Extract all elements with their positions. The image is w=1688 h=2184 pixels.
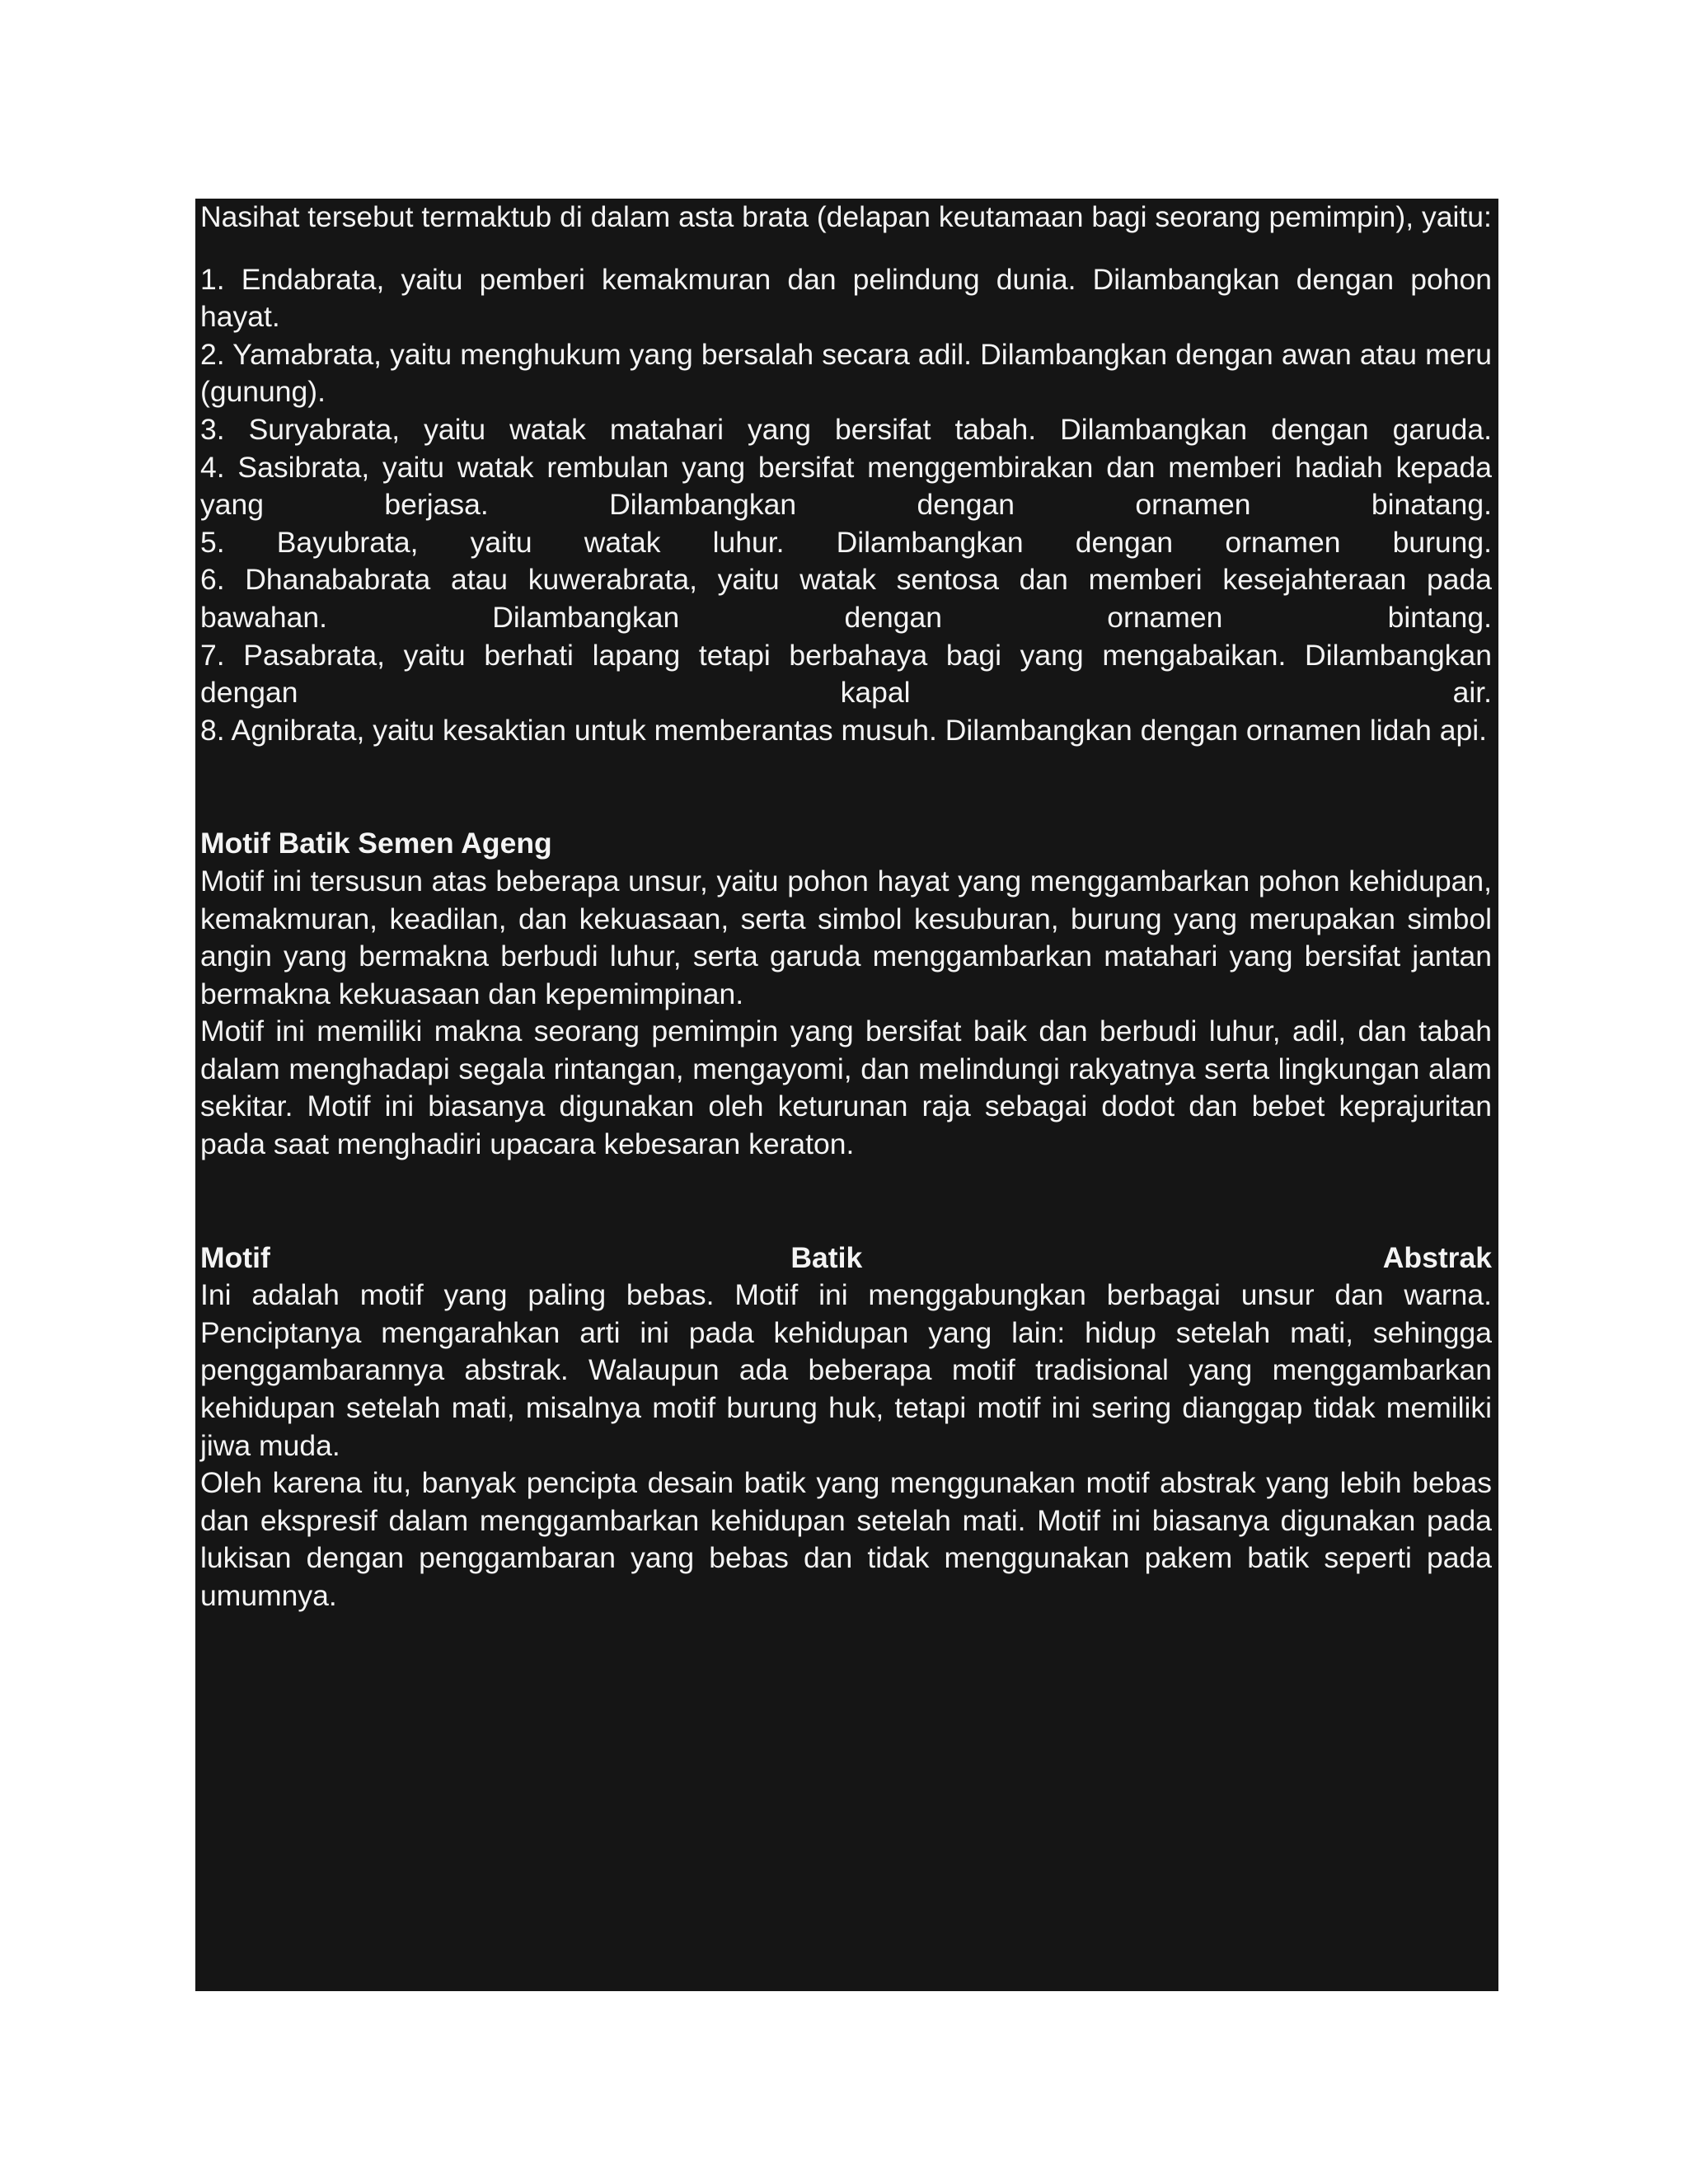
list-item: 3. Suryabrata, yaitu watak matahari yang bersifat tabah. Dilambangkan dengan garuda. (200, 412, 1492, 446)
list-item: 8. Agnibrata, yaitu kesaktian untuk memberantas musuh. Dilambangkan dengan ornamen lidah api. (200, 713, 1487, 747)
list-item: 4. Sasibrata, yaitu watak rembulan yang bersifat menggembirakan dan memberi hadiah kepada yang berjasa. Dilambangkan dengan ornamen binatang. (200, 450, 1492, 522)
semen-ageng-paragraph-2: Motif ini memiliki makna seorang pemimpin yang bersifat baik dan berbudi luhur, adil, dan tabah dalam menghadapi segala rintangan, mengayomi, dan melindungi rakyatnya serta lingkungan alam sekitar. Motif ini biasanya digunakan oleh keturunan raja sebagai dodot dan bebet keprajuritan pada saat menghadiri upacara kebesaran keraton. (200, 1015, 1492, 1161)
list-item: 2. Yamabrata, yaitu menghukum yang bersalah secara adil. Dilambangkan dengan awan atau meru (gunung). (200, 337, 1492, 409)
asta-brata-list (200, 261, 1492, 750)
abstrak-paragraph-1: Ini adalah motif yang paling bebas. Motif ini menggabungkan berbagai unsur dan warna. Penciptanya mengarahkan arti ini pada kehidupan yang lain: hidup setelah mati, sehingga penggambarannya abstrak. Walaupun ada beberapa motif tradisional yang menggambarkan kehidupan setelah mati, misalnya motif burung huk, tetapi motif ini sering dianggap tidak memiliki jiwa muda. (200, 1278, 1492, 1462)
document-text-block (195, 199, 1498, 1991)
list-item: 6. Dhanababrata atau kuwerabrata, yaitu watak sentosa dan memberi kesejahteraan pada bawahan. Dilambangkan dengan ornamen bintang. (200, 563, 1492, 634)
abstrak-paragraph-2: Oleh karena itu, banyak pencipta desain batik yang menggunakan motif abstrak yang lebih bebas dan ekspresif dalam menggambarkan kehidupan setelah mati. Motif ini biasanya digunakan pada lukisan dengan penggambaran yang bebas dan tidak menggunakan pakem batik seperti pada umumnya. (200, 1466, 1492, 1612)
heading-word: Motif (200, 1240, 270, 1274)
semen-ageng-paragraph-1: Motif ini tersusun atas beberapa unsur, yaitu pohon hayat yang menggambarkan pohon kehidupan, kemakmuran, keadilan, dan kekuasaan, serta simbol kesuburan, burung yang merupakan simbol angin yang bermakna berbudi luhur, serta garuda menggambarkan matahari yang bersifat jantan bermakna kekuasaan dan kepemimpinan. (200, 864, 1492, 1010)
section-heading-abstrak (200, 1240, 1492, 1277)
list-item: 1. Endabrata, yaitu pemberi kemakmuran dan pelindung dunia. Dilambangkan dengan pohon hayat. (200, 262, 1492, 334)
intro-paragraph: Nasihat tersebut termaktub di dalam asta brata (delapan keutamaan bagi seorang pemimpin), yaitu: (200, 200, 1492, 233)
section-heading-semen-ageng: Motif Batik Semen Ageng (200, 827, 552, 860)
list-item: 7. Pasabrata, yaitu berhati lapang tetapi berbahaya bagi yang mengabaikan. Dilambangkan dengan kapal air. (200, 638, 1492, 710)
list-item: 5. Bayubrata, yaitu watak luhur. Dilambangkan dengan ornamen burung. (200, 525, 1492, 559)
heading-word: Batik (790, 1240, 863, 1274)
heading-word: Abstrak (1382, 1240, 1492, 1274)
